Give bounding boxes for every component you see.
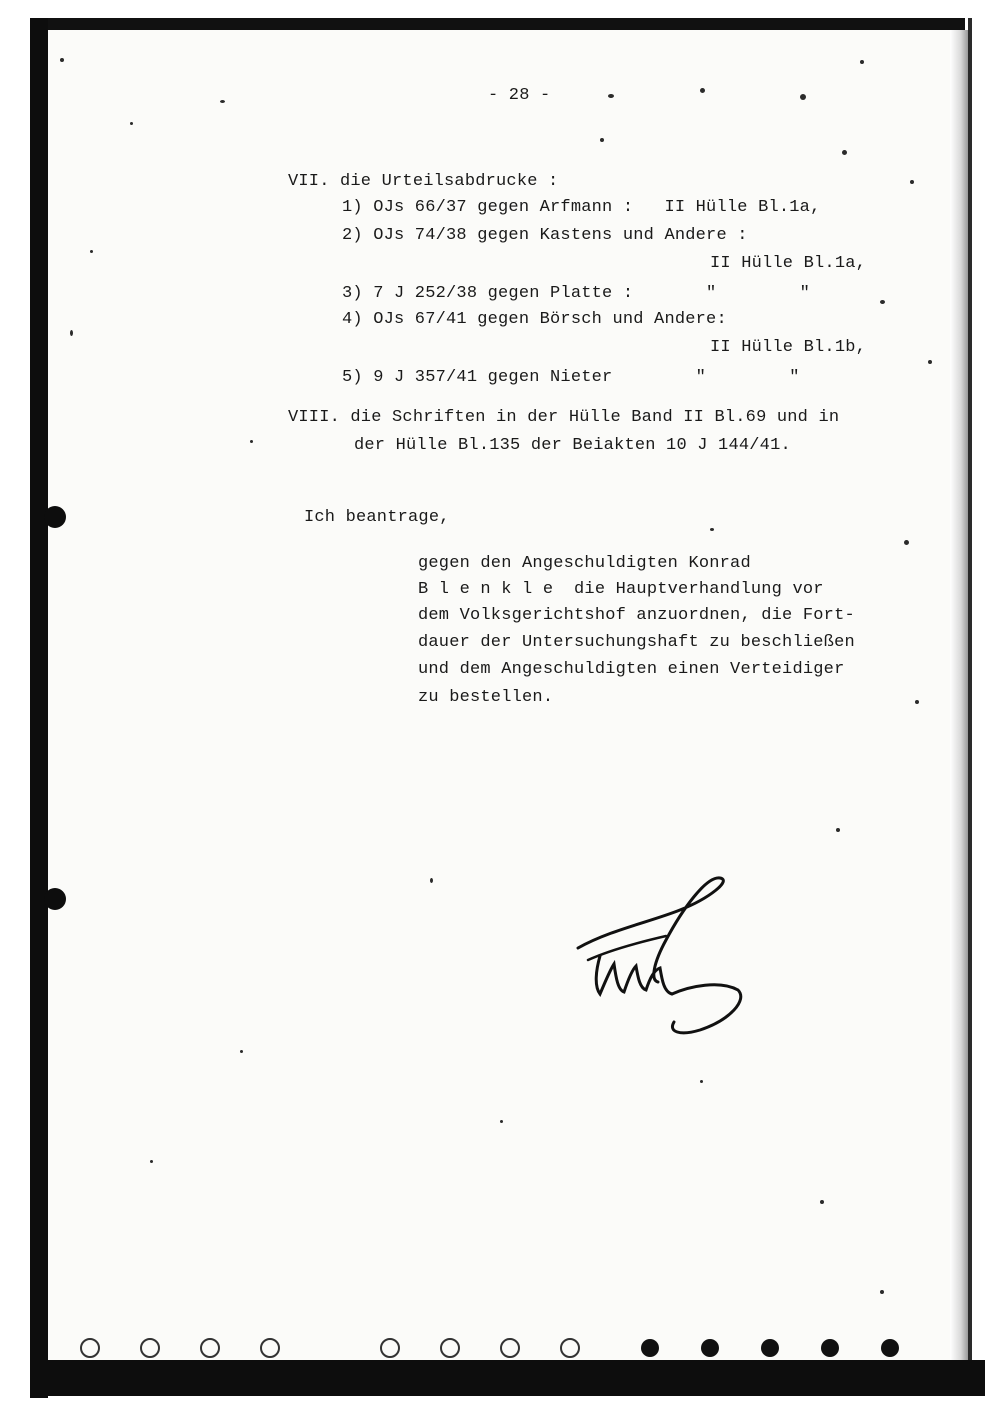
section-viii-line: der Hülle Bl.135 der Beiakten 10 J 144/41. bbox=[354, 436, 791, 455]
motion-line: gegen den Angeschuldigten Konrad bbox=[418, 554, 751, 573]
list-item: 2) OJs 74/38 gegen Kastens und Andere : bbox=[342, 226, 748, 245]
handwritten-signature-icon bbox=[570, 870, 760, 1050]
motion-line: dauer der Untersuchungshaft zu beschließen bbox=[418, 633, 855, 652]
section-viii-line: VIII. die Schriften in der Hülle Band II Bl.69 und in bbox=[288, 408, 840, 427]
bottom-scan-marks bbox=[60, 1326, 940, 1360]
list-item: 5) 9 J 357/41 gegen Nieter " " bbox=[342, 368, 800, 387]
motion-line: zu bestellen. bbox=[418, 688, 554, 707]
page-number: - 28 - bbox=[488, 86, 551, 105]
list-item-continuation: II Hülle Bl.1b, bbox=[710, 338, 867, 357]
list-item: 4) OJs 67/41 gegen Börsch und Andere: bbox=[342, 310, 727, 329]
scan-border-right bbox=[968, 18, 972, 1363]
list-item: 1) OJs 66/37 gegen Arfmann : II Hülle Bl.1a, bbox=[342, 198, 821, 217]
motion-intro: Ich beantrage, bbox=[304, 508, 450, 527]
section-vii-heading: VII. die Urteilsabdrucke : bbox=[288, 172, 559, 191]
page-edge-shadow bbox=[950, 30, 968, 1360]
scan-border-bottom bbox=[30, 1360, 985, 1396]
scan-border-top bbox=[30, 18, 965, 30]
scan-border-left bbox=[30, 18, 48, 1398]
punch-hole-icon bbox=[44, 506, 66, 528]
list-item: 3) 7 J 252/38 gegen Platte : " " bbox=[342, 284, 811, 303]
motion-line: und dem Angeschuldigten einen Verteidiger bbox=[418, 660, 845, 679]
list-item-continuation: II Hülle Bl.1a, bbox=[710, 254, 867, 273]
punch-hole-icon bbox=[44, 888, 66, 910]
motion-line: dem Volksgerichtshof anzuordnen, die Fort- bbox=[418, 606, 855, 625]
motion-line: B l e n k l e die Hauptverhandlung vor bbox=[418, 580, 824, 599]
